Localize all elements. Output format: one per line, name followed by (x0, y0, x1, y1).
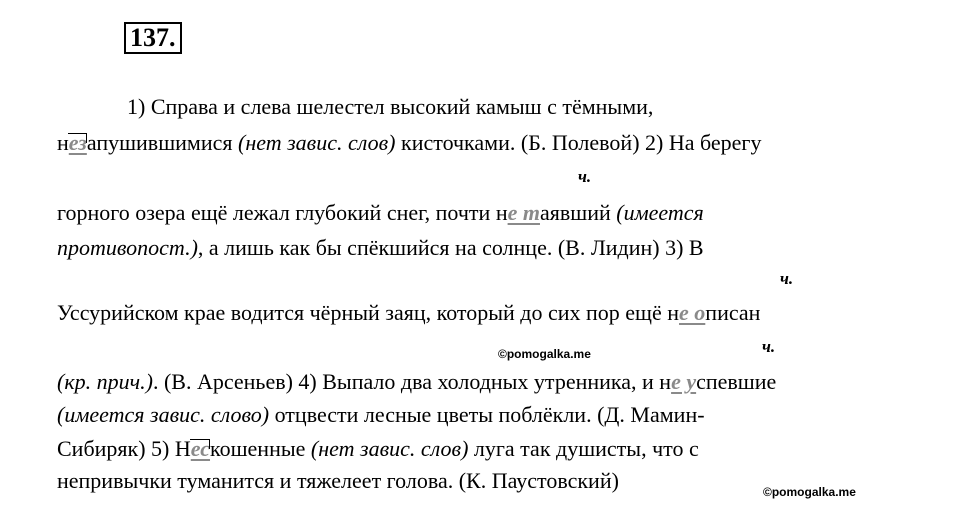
line-3-text-a: горного озера ещё лежал глубокий снег, почти н (57, 200, 508, 225)
line-3-note: (имеется (616, 200, 704, 225)
particle-mark-3: е у (671, 369, 697, 394)
particle-mark-1: е т (507, 200, 540, 225)
line-5-text-b: писан (705, 300, 761, 325)
participle-mark-2: ч. (780, 269, 794, 288)
line-4-text-d: , а лишь как бы спёкшийся на солнце. (В. Лидин) 3) В (197, 235, 704, 260)
line-4-note: противопост.) (57, 235, 198, 260)
watermark-2: ©pomogalka.me (763, 485, 856, 499)
text-line-8 (57, 436, 699, 462)
text-line-3 (57, 200, 704, 226)
line-6-text-e: спевшие (696, 369, 777, 394)
line-2-note: (нет завис. слов) (238, 130, 396, 155)
text-line-5 (57, 300, 760, 326)
prefix-mark: ез (68, 130, 87, 155)
text-line-7 (57, 402, 705, 428)
line-8-text-b: кошенные (210, 436, 311, 461)
line-7-note: (имеется завис. слово) (57, 402, 270, 427)
particle-mark-2: е о (679, 300, 706, 325)
line-8-text-a: Сибиряк) 5) Н (57, 436, 191, 461)
participle-mark-3: ч. (762, 337, 776, 356)
exercise-number: 137. (124, 22, 182, 54)
prefix-mark-2: ес (190, 436, 211, 461)
text-line-4 (57, 235, 704, 261)
text-line-1 (127, 94, 653, 120)
participle-mark-1: ч. (578, 167, 592, 186)
line-6-note: (кр. прич.) (57, 369, 153, 394)
line-2-text-d: кисточками. (Б. Полевой) 2) На берегу (395, 130, 762, 155)
line-2-text-a: н (57, 130, 69, 155)
watermark-1: ©pomogalka.me (498, 347, 591, 361)
line-3-text-b: аявший (539, 200, 617, 225)
line-8-note: (нет завис. слов) (310, 436, 469, 461)
line-9-text: непривычки туманится и тяжелеет голова. (К. Паустовский) (57, 468, 619, 493)
text-line-9 (57, 468, 619, 494)
line-7-text-d: отцвести лесные цветы поблёкли. (Д. Мамин- (269, 402, 705, 427)
text-line-6 (57, 369, 776, 395)
line-6-text-d: . (В. Арсеньев) 4) Выпало два холодных утренника, и н (152, 369, 672, 394)
line-8-text-d: луга так душисты, что с (468, 436, 699, 461)
text-line-2 (57, 130, 761, 156)
line-5-text-a: Уссурийском крае водится чёрный заяц, который до сих пор ещё н (57, 300, 680, 325)
line-1-text: 1) Справа и слева шелестел высокий камыш с тёмными, (127, 94, 654, 119)
line-2-text-b: апушившимися (86, 130, 238, 155)
